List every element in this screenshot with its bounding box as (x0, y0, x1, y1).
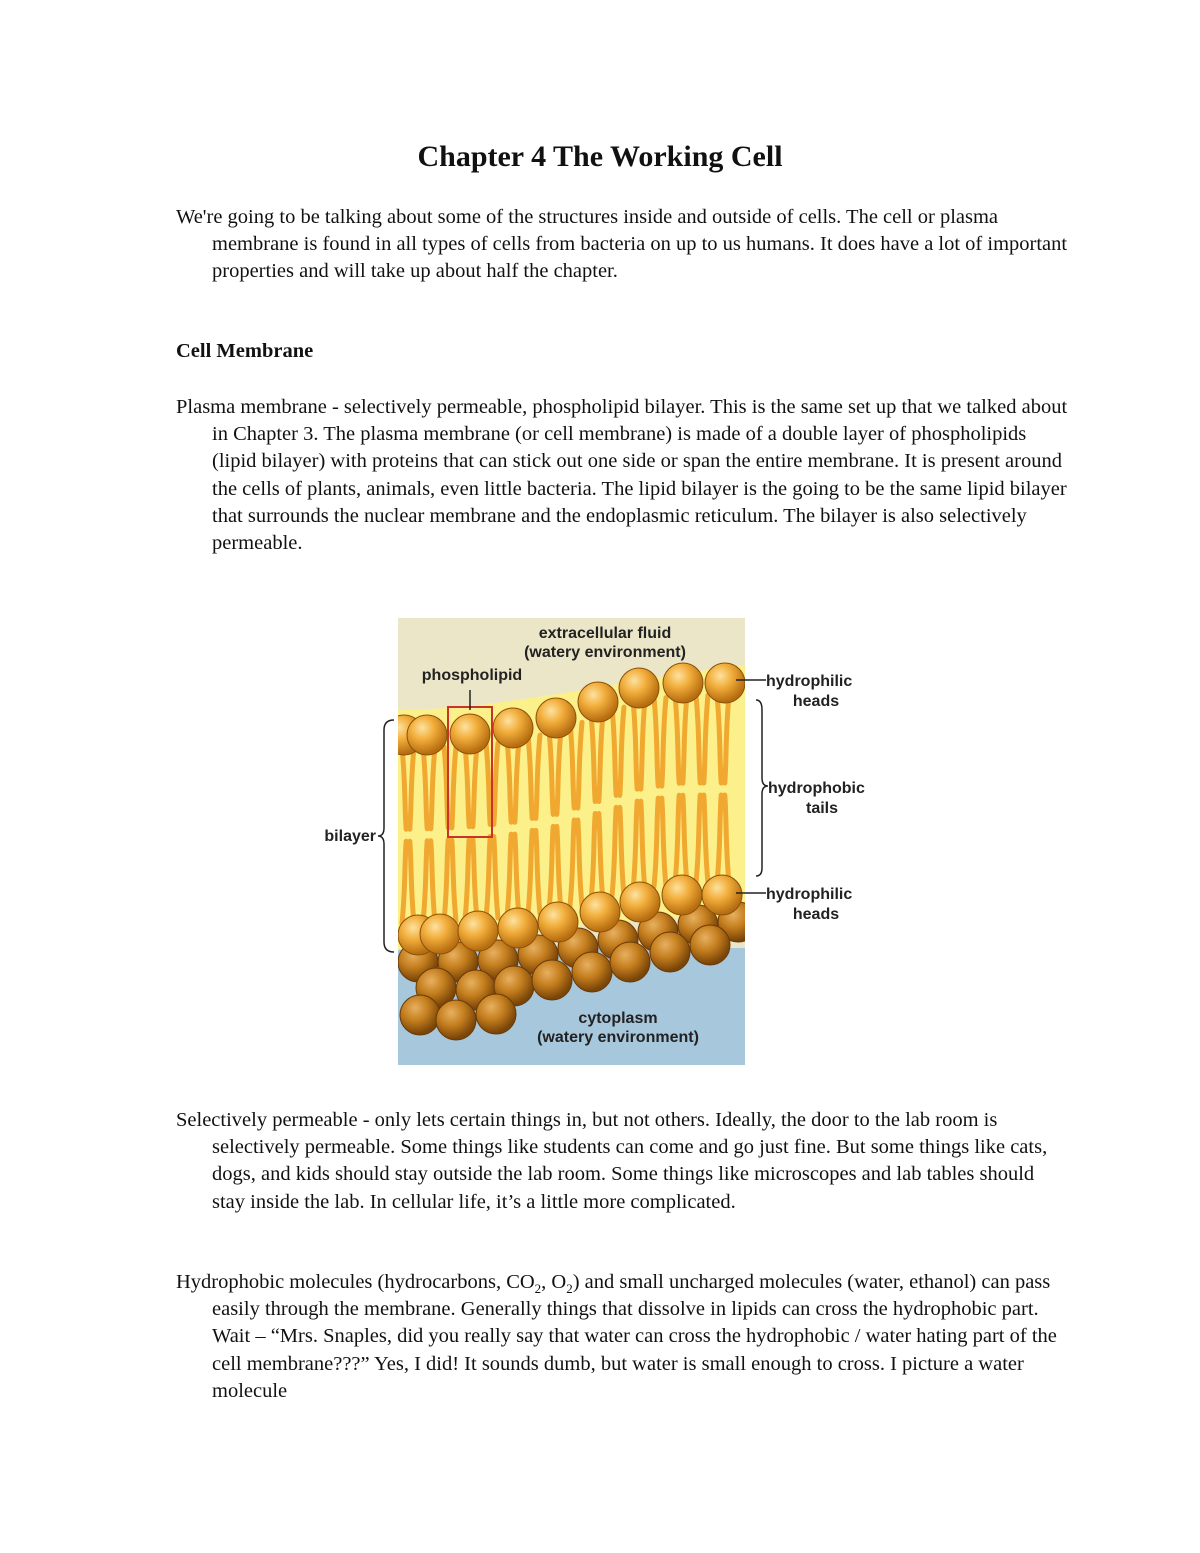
cytoplasm-label: cytoplasm (578, 1010, 658, 1027)
phospholipid-label: phospholipid (421, 667, 523, 684)
hydrophobic-text-3: ) and small uncharged molecules (water, ethanol) can pass easily through the membrane. Generally things that dissolve in lipids can cross the hydrophobic part. Wait – “Mrs. Snaples, did you really say that water can cross the hydrophobic / water hating part of the cell membrane???” Yes, I did! It sounds dumb, but water is small enough to cross. I picture a water molecule (212, 1271, 1057, 1402)
phospholipid-head (407, 715, 447, 755)
hydrophilic-top-sublabel: heads (792, 693, 840, 710)
phospholipid-head (580, 892, 620, 932)
phospholipid-head (578, 682, 618, 722)
phospholipid-head (536, 698, 576, 738)
cytoplasm-sublabel: (watery environment) (537, 1029, 699, 1046)
intro-paragraph: We're going to be talking about some of the structures inside and outside of cells. The cell or plasma membrane is found in all types of cells from bacteria on up to us humans. It does have a lot of important properties and will take up about half the chapter. (176, 206, 1068, 283)
phospholipid-bilayer-diagram (300, 610, 900, 1080)
phospholipid-head-back (572, 952, 612, 992)
phospholipid-head (450, 714, 490, 754)
phospholipid-head-back (532, 960, 572, 1000)
phospholipid-head (620, 882, 660, 922)
phospholipid-head-back (690, 925, 730, 965)
plasma-membrane-paragraph: Plasma membrane - selectively permeable, phospholipid bilayer. This is the same set up that we talked about in Chapter 3. The plasma membrane (or cell membrane) is made of a double layer of phospholipids (lipid bilayer) with proteins that can stick out one side or span the entire membrane. It is present around the cells of plants, animals, even little bacteria. The lipid bilayer is the going to be the same lipid bilayer that surrounds the nuclear membrane and the endoplasmic reticulum. The bilayer is also selectively permeable. (176, 396, 1068, 555)
hydrophilic-bottom-label: hydrophilic (766, 886, 853, 903)
phospholipid-head (493, 708, 533, 748)
extracellular-sublabel: (watery environment) (524, 644, 686, 661)
phospholipid-head (662, 875, 702, 915)
phospholipid-head (619, 668, 659, 708)
hydrophobic-paragraph (176, 1269, 1072, 1405)
phospholipid-head (498, 908, 538, 948)
extracellular-label: extracellular fluid (538, 625, 672, 642)
phospholipid-head-back (436, 1000, 476, 1040)
phospholipid-head-back (476, 994, 516, 1034)
hydrophilic-bottom-sublabel: heads (792, 906, 840, 923)
phospholipid-head (705, 663, 745, 703)
hydrophobic-text-1: Hydrophobic molecules (hydrocarbons, CO (176, 1271, 535, 1293)
section-heading: Cell Membrane (176, 340, 314, 362)
page-title: Chapter 4 The Working Cell (417, 140, 783, 173)
phospholipid-head-back (650, 932, 690, 972)
phospholipid-head-back (610, 942, 650, 982)
phospholipid-head (538, 902, 578, 942)
hydrophilic-top-label: hydrophilic (766, 673, 853, 690)
selectively-permeable-paragraph: Selectively permeable - only lets certain things in, but not others. Ideally, the door to the lab room is selectively permeable. Some things like students can come and go just fine. But some things like cats, dogs, and kids should stay outside the lab room. Some things like microscopes and lab tables should stay inside the lab. In cellular life, it’s a little more complicated. (176, 1109, 1048, 1213)
phospholipid-head (663, 663, 703, 703)
phospholipid-head (420, 914, 460, 954)
phospholipid-head-back (400, 995, 440, 1035)
hydrophobic-text-2: , O (541, 1271, 567, 1293)
hydrophobic-subscript-2: 2 (566, 1281, 573, 1297)
hydrophobic-label: hydrophobic (768, 780, 865, 797)
bilayer-label: bilayer (324, 828, 376, 845)
phospholipid-head (702, 875, 742, 915)
hydrophobic-sublabel: tails (805, 800, 839, 817)
hydrophobic-subscript-1: 2 (534, 1281, 542, 1297)
phospholipid-head (458, 911, 498, 951)
